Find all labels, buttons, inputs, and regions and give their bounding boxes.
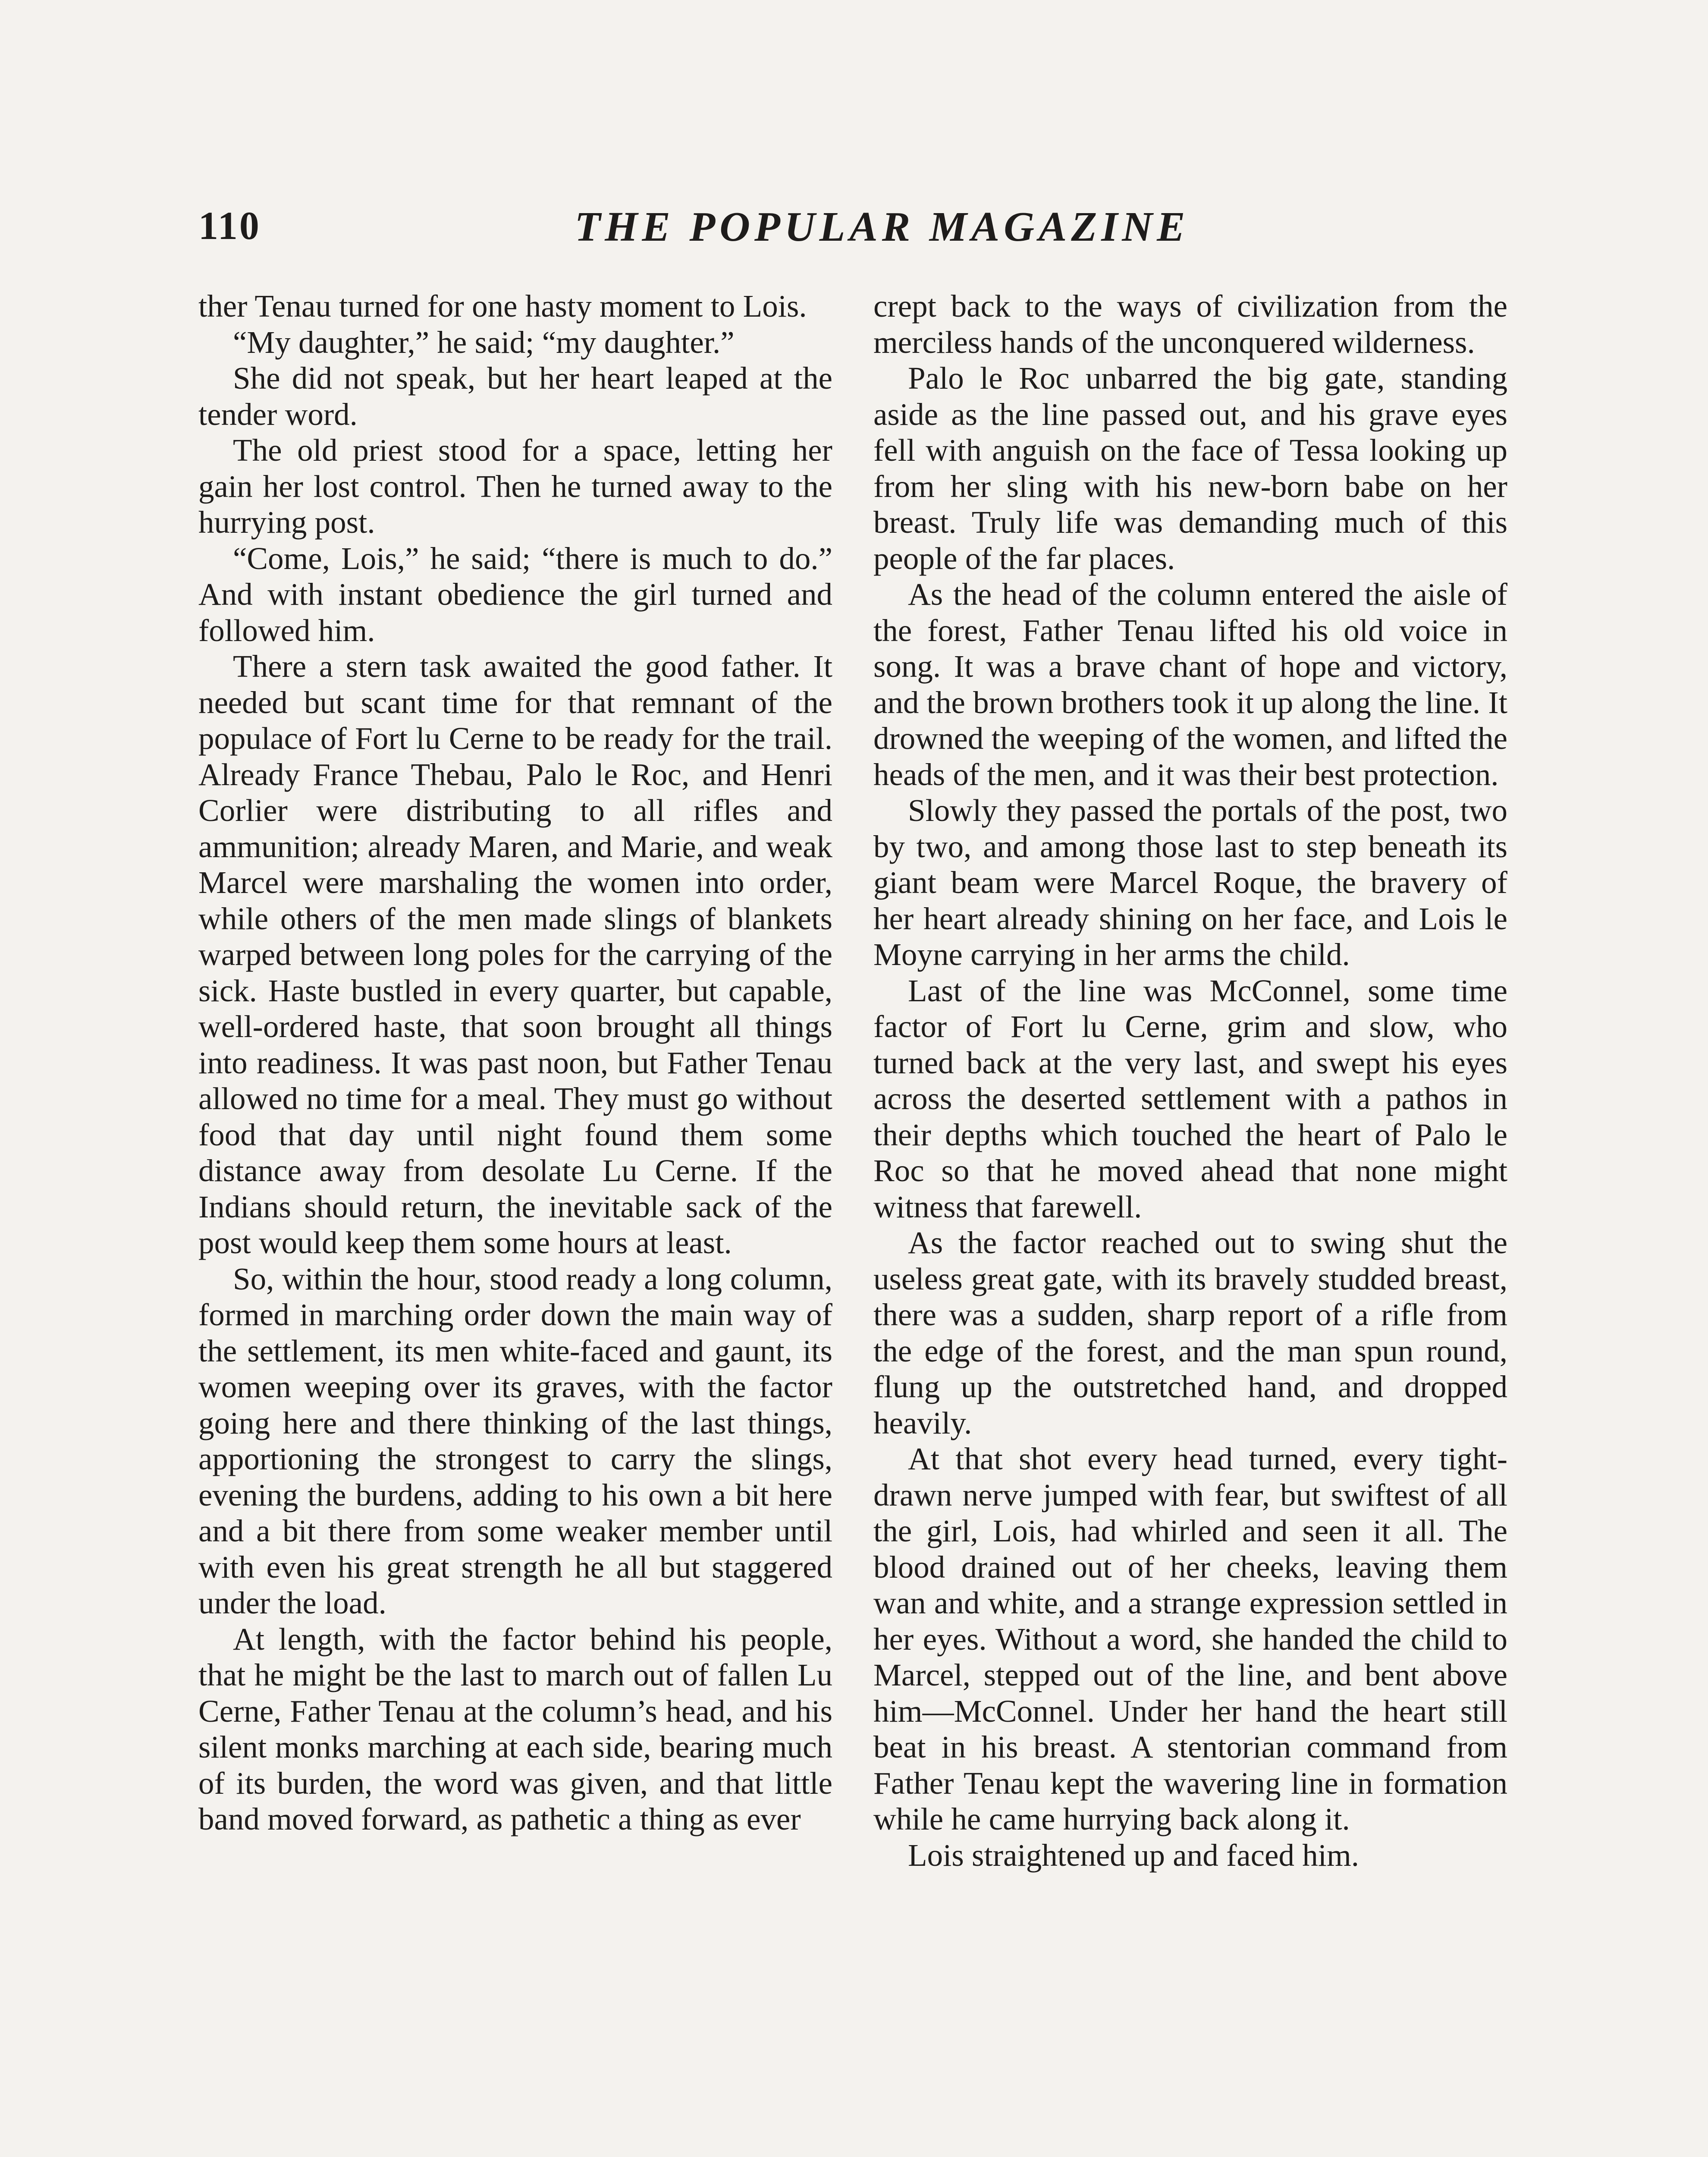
paragraph: At length, with the factor behind his people, that he might be the last to march out of fallen Lu Cerne, Father Tenau at the column’s head, and his silent monks marching at each side, bearing much of its burden, the word was given, and that little band moved forward, as pathetic a thing as ever [198,1621,832,1836]
paragraph: “My daughter,” he said; “my daughter.” [233,324,735,360]
paragraph: Lois straightened up and faced him. [908,1837,1359,1873]
magazine-title: THE POPULAR MAGAZINE [575,204,1190,250]
paragraph: As the factor reached out to swing shut the useless great gate, with its bravely studded breast, there was a sudden, sharp report of a rifle from the edge of the forest, and the man spun round, flung up the outstretched hand, and dropped heavily. [873,1225,1507,1440]
paragraph: As the head of the column entered the aisle of the forest, Father Tenau lifted his old voice in song. It was a brave chant of hope and victory, and the brown brothers took it up along the line. It drowned the weeping of the women, and lifted the heads of the men, and it was their best protection. [873,577,1507,792]
paragraph: ther Tenau turned for one hasty moment to Lois. [198,289,807,324]
paragraph: The old priest stood for a space, letting her gain her lost control. Then he turned away to the hurrying post. [198,433,832,540]
paragraph: “Come, Lois,” he said; “there is much to do.” And with instant obedience the girl turned and followed him. [198,541,832,648]
left-column [198,288,832,1837]
paragraph: She did not speak, but her heart leaped at the tender word. [198,361,832,432]
paragraph: crept back to the ways of civilization from the merciless hands of the unconquered wilderness. [873,289,1507,360]
paragraph: So, within the hour, stood ready a long column, formed in marching order down the main way of the settlement, its men white-faced and gaunt, its women weeping over its graves, with the factor going here and there thinking of the last things, apportioning the strongest to carry the slings, evening the burdens, adding to his own a bit here and a bit there from some weaker member until with even his great strength he all but staggered under the load. [198,1261,832,1620]
paragraph: Slowly they passed the portals of the post, two by two, and among those last to step beneath its giant beam were Marcel Roque, the bravery of her heart already shining on her face, and Lois le Moyne carrying in her arms the child. [873,793,1507,972]
page-header [198,203,1514,259]
paragraph: At that shot every head turned, every tight-drawn nerve jumped with fear, but swiftest of all the girl, Lois, had whirled and seen it all. The blood drained out of her cheeks, leaving them wan and white, and a strange expression settled in her eyes. Without a word, she handed the child to Marcel, stepped out of the line, and bent above him—McConnel. Under her hand the heart still beat in his breast. A stentorian command from Father Tenau kept the wavering line in formation while he came hurrying back along it. [873,1441,1507,1836]
right-column [873,288,1507,1873]
paragraph: There a stern task awaited the good father. It needed but scant time for that remnant of the populace of Fort lu Cerne to be ready for the trail. Already France Thebau, Palo le Roc, and Henri Corlier were distributing to all rifles and ammunition; already Maren, and Marie, and weak Marcel were marshaling the women into order, while others of the men made slings of blankets warped between long poles for the carrying of the sick. Haste bustled in every quarter, but capable, well-ordered haste, that soon brought all things into readiness. It was past noon, but Father Tenau allowed no time for a meal. They must go without food that day until night found them some distance away from desolate Lu Cerne. If the Indians should return, the inevitable sack of the post would keep them some hours at least. [198,649,832,1260]
paragraph: Last of the line was McConnel, some time factor of Fort lu Cerne, grim and slow, who turned back at the very last, and swept his eyes across the deserted settlement with a pathos in their depths which touched the heart of Palo le Roc so that he moved ahead that none might witness that farewell. [873,973,1507,1224]
paragraph: Palo le Roc unbarred the big gate, standing aside as the line passed out, and his grave eyes fell with anguish on the face of Tessa looking up from her sling with his new-born babe on her breast. Truly life was demanding much of this people of the far places. [873,361,1507,576]
page-number: 110 [198,204,261,248]
